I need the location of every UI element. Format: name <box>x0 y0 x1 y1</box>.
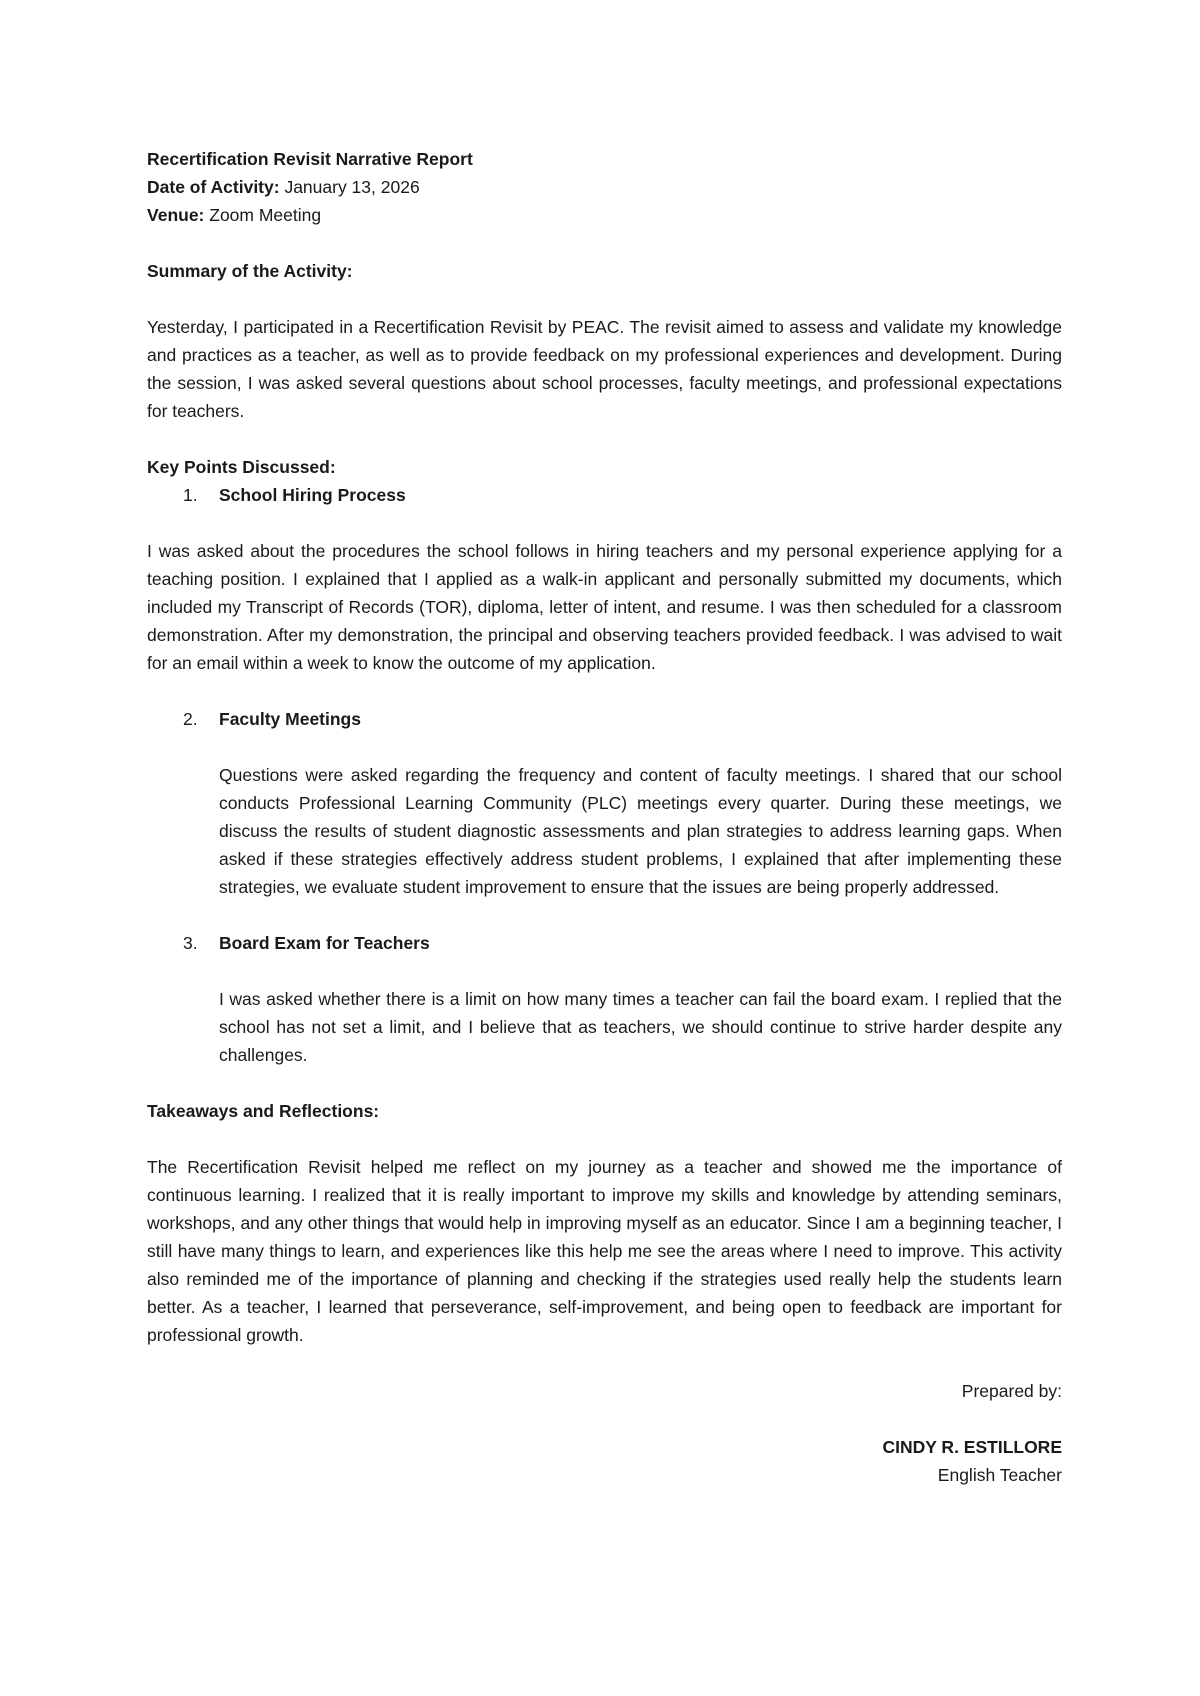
date-value: January 13, 2026 <box>279 177 420 197</box>
key-point-1-number: 1. <box>183 485 198 505</box>
summary-paragraph: Yesterday, I participated in a Recertification Revisit by PEAC. The revisit aimed to assess and validate my knowledge and practices as a teacher, as well as to provide feedback on my professional experiences and development. During the session, I was asked several questions about school processes, faculty meetings, and professional expectations for teachers. <box>147 317 1062 421</box>
venue-value: Zoom Meeting <box>204 205 322 225</box>
prepared-by-label: Prepared by: <box>961 1381 1062 1401</box>
document-body <box>147 145 1062 1489</box>
key-point-3-title: 3. Board Exam for Teachers <box>147 929 1062 957</box>
key-point-2-title: 2. Faculty Meetings <box>147 705 1062 733</box>
key-points-heading: Key Points Discussed: <box>147 457 336 477</box>
date-line <box>147 173 1062 201</box>
takeaways-heading: Takeaways and Reflections: <box>147 1101 380 1121</box>
key-point-2-number: 2. <box>183 709 198 729</box>
venue-line <box>147 201 1062 229</box>
key-point-3-number: 3. <box>183 933 198 953</box>
signatory-name: CINDY R. ESTILLORE <box>882 1437 1062 1457</box>
date-label: Date of Activity: <box>147 177 280 197</box>
key-point-1-paragraph: I was asked about the procedures the school follows in hiring teachers and my personal experience applying for a teaching position. I explained that I applied as a walk-in applicant and personally submitted my documents, which included my Transcript of Records (TOR), diploma, letter of intent, and resume. I was then scheduled for a classroom demonstration. After my demonstration, the principal and observing teachers provided feedback. I was advised to wait for an email within a week to know the outcome of my application. <box>147 541 1062 673</box>
key-point-2-paragraph: Questions were asked regarding the frequency and content of faculty meetings. I shared that our school conducts Professional Learning Community (PLC) meetings every quarter. During these meetings, we discuss the results of student diagnostic assessments and plan strategies to address learning gaps. When asked if these strategies effectively address student problems, I explained that after implementing these strategies, we evaluate student improvement to ensure that the issues are being properly addressed. <box>219 765 1062 897</box>
takeaways-paragraph: The Recertification Revisit helped me reflect on my journey as a teacher and showed me the importance of continuous learning. I realized that it is really important to improve my skills and knowledge by attending seminars, workshops, and any other things that would help in improving myself as an educator. Since I am a beginning teacher, I still have many things to learn, and experiences like this help me see the areas where I need to improve. This activity also reminded me of the importance of planning and checking if the strategies used really help the students learn better. As a teacher, I learned that perseverance, self-improvement, and being open to feedback are important for professional growth. <box>147 1157 1062 1345</box>
signatory-role: English Teacher <box>937 1465 1062 1485</box>
key-point-3-paragraph: I was asked whether there is a limit on how many times a teacher can fail the board exam. I replied that the school has not set a limit, and I believe that as teachers, we should continue to strive harder despite any challenges. <box>219 989 1062 1065</box>
key-point-1-title: 1. School Hiring Process <box>147 481 1062 509</box>
summary-heading: Summary of the Activity: <box>147 261 353 281</box>
report-title: Recertification Revisit Narrative Report <box>147 149 473 169</box>
venue-label: Venue: <box>147 205 205 225</box>
